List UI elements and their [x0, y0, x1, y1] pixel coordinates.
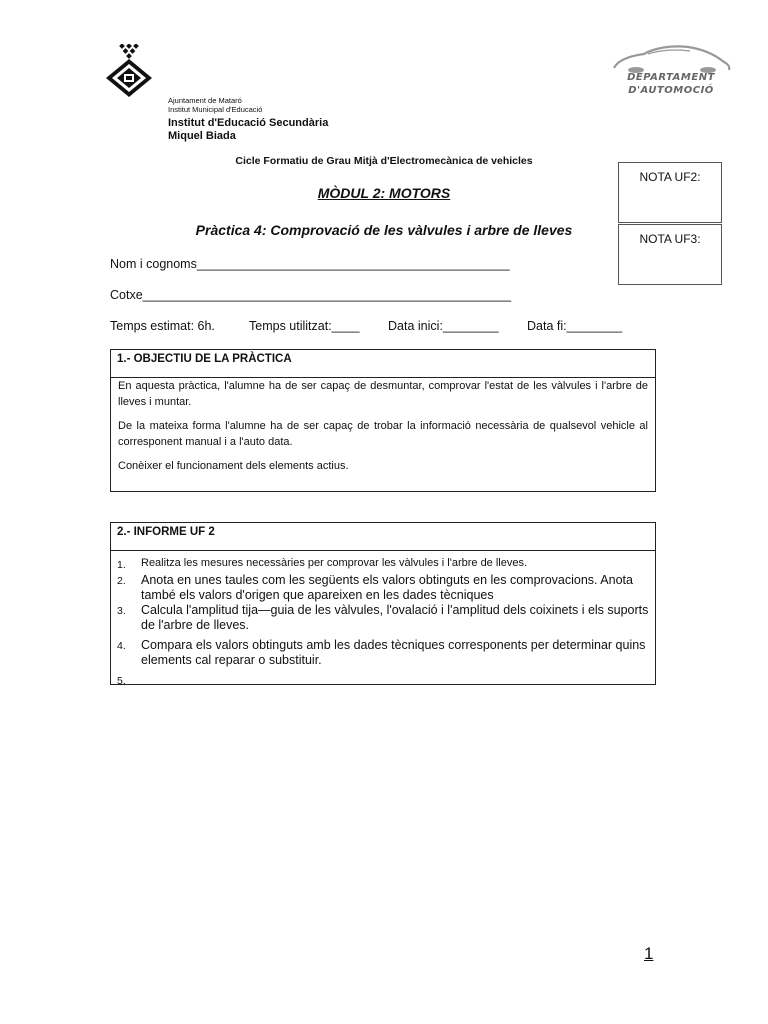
list-item-number: 5.	[117, 674, 126, 687]
mataro-logo	[104, 44, 154, 98]
objective-paragraph: Conèixer el funcionament dels elements actius.	[118, 459, 349, 472]
name-field[interactable]: Nom i cognoms_____________________________________________	[110, 257, 510, 271]
grade-label-uf3: NOTA UF3:	[639, 232, 701, 246]
list-item-number: 4.	[117, 639, 126, 652]
list-item-text	[141, 673, 649, 688]
list-item	[117, 603, 649, 633]
institution-line-1: Ajuntament de Mataró	[168, 96, 242, 105]
report-title: 2.- INFORME UF 2	[111, 523, 655, 551]
list-item	[117, 557, 649, 572]
report-section	[110, 522, 656, 685]
list-item	[117, 673, 649, 688]
institution-line-2: Institut Municipal d'Educació	[168, 104, 263, 114]
institution-line-4: Miquel Biada	[168, 129, 236, 142]
list-item-text: Anota en unes taules com les següents els valors obtinguts en les comprovacions. Anota també els valors d'origen que apareixen en les dades tècniques	[141, 572, 633, 602]
used-time-field[interactable]: Temps utilitzat:____	[249, 319, 360, 333]
page-number: 1	[644, 944, 654, 963]
objective-paragraph: De la mateixa forma l'alumne ha de ser capaç de trobar la informació necessària de qualsevol vehicle al corresponent manual i a l'auto data.	[118, 419, 648, 448]
institution-line-3: Institut d'Educació Secundària	[168, 117, 329, 130]
department-line-1: DEPARTAMENT	[627, 72, 715, 83]
estimated-time: Temps estimat: 6h.	[110, 319, 215, 333]
objective-paragraph: En aquesta pràctica, l'alumne ha de ser capaç de desmuntar, comprovar l'estat de les vàlvules i l'arbre de lleves i muntar.	[118, 380, 648, 408]
grade-box-uf3[interactable]	[618, 224, 722, 285]
end-date-field[interactable]: Data fi:________	[527, 319, 623, 333]
list-item-number: 3.	[117, 604, 126, 617]
practica-title: Pràctica 4: Comprovació de les vàlvules i arbre de lleves	[195, 222, 573, 238]
grade-box-uf2[interactable]	[618, 162, 722, 223]
list-item-text: Compara els valors obtinguts amb les dades tècniques corresponents per determinar quins elements cal reparar o substituir.	[141, 637, 646, 667]
list-item	[117, 638, 649, 668]
list-item	[117, 573, 649, 603]
objective-section	[110, 349, 656, 492]
institution-block	[168, 97, 328, 143]
objective-title: 1.- OBJECTIU DE LA PRÀCTICA	[111, 350, 655, 378]
grade-label-uf2: NOTA UF2:	[639, 170, 701, 184]
list-item-number: 1.	[117, 559, 126, 571]
list-item-text: Realitza les mesures necessàries per comprovar les vàlvules i l'arbre de lleves.	[141, 557, 528, 569]
start-date-field[interactable]: Data inici:________	[388, 319, 499, 333]
department-name	[612, 72, 730, 97]
department-line-2: D'AUTOMOCIÓ	[628, 84, 714, 96]
cicle-title: Cicle Formatiu de Grau Mitjà d'Electromecànica de vehicles	[235, 155, 533, 167]
list-item-number: 2.	[117, 574, 126, 587]
car-field[interactable]: Cotxe_____________________________________________________	[110, 288, 512, 302]
modul-title: MÒDUL 2: MOTORS	[317, 185, 451, 201]
list-item-text: Calcula l'amplitud tija—guia de les vàlvules, l'ovalació i l'amplitud dels coixinets i els suports de l'arbre de lleves.	[141, 602, 649, 632]
